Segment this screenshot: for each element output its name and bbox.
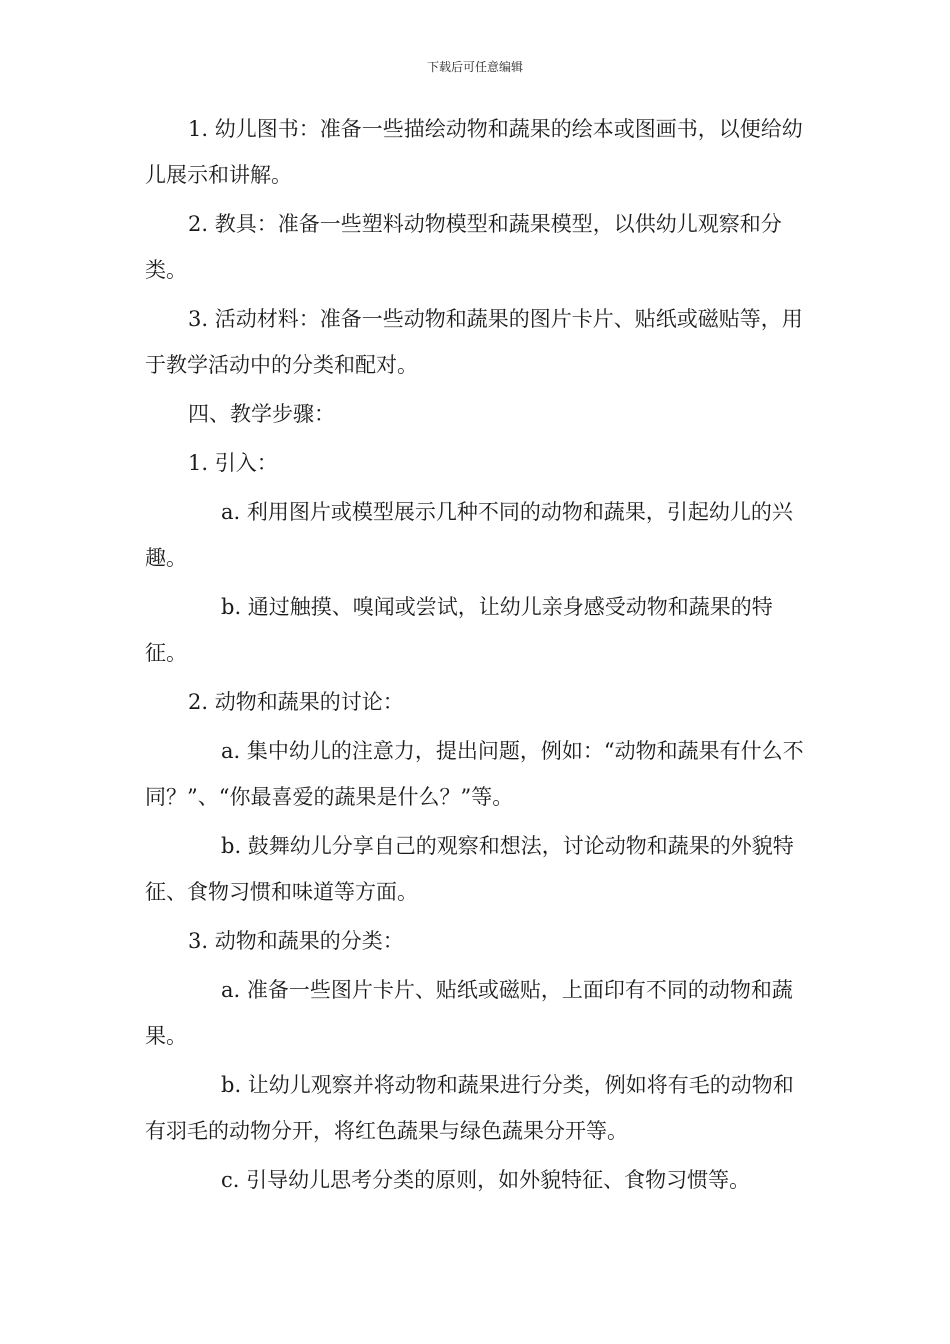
sub-item-discussion-a: a. 集中幼儿的注意力，提出问题，例如：“动物和蔬果有什么不同？”、“你最喜爱的蔬果是什么？”等。 — [145, 739, 804, 809]
sub-item-intro-a: a. 利用图片或模型展示几种不同的动物和蔬果，引起幼儿的兴趣。 — [145, 500, 793, 570]
section-heading-teaching-steps: 四、教学步骤： — [188, 402, 335, 426]
step-heading-classification: 3. 动物和蔬果的分类： — [188, 929, 404, 953]
step-heading-introduction: 1. 引入： — [188, 451, 278, 475]
paragraph-teaching-aids: 2. 教具：准备一些塑料动物模型和蔬果模型，以供幼儿观察和分类。 — [145, 212, 782, 282]
sub-item-classification-b: b. 让幼儿观察并将动物和蔬果进行分类，例如将有毛的动物和有羽毛的动物分开，将红色蔬果与绿色蔬果分开等。 — [145, 1073, 794, 1143]
sub-item-discussion-b: b. 鼓舞幼儿分享自己的观察和想法，讨论动物和蔬果的外貌特征、食物习惯和味道等方面。 — [145, 834, 794, 904]
paragraph-children-books: 1. 幼儿图书：准备一些描绘动物和蔬果的绘本或图画书，以便给幼儿展示和讲解。 — [145, 117, 803, 187]
sub-item-intro-b: b. 通过触摸、嗅闻或尝试，让幼儿亲身感受动物和蔬果的特征。 — [145, 595, 773, 665]
page-header-note: 下载后可任意编辑 — [426, 60, 523, 74]
step-heading-discussion: 2. 动物和蔬果的讨论： — [188, 690, 404, 714]
paragraph-activity-materials: 3. 活动材料：准备一些动物和蔬果的图片卡片、贴纸或磁贴等，用于教学活动中的分类和配对。 — [145, 307, 803, 377]
document-body — [145, 106, 810, 1206]
sub-item-classification-c: c. 引导幼儿思考分类的原则，如外貌特征、食物习惯等。 — [221, 1168, 751, 1192]
sub-item-classification-a: a. 准备一些图片卡片、贴纸或磁贴，上面印有不同的动物和蔬果。 — [145, 978, 793, 1048]
